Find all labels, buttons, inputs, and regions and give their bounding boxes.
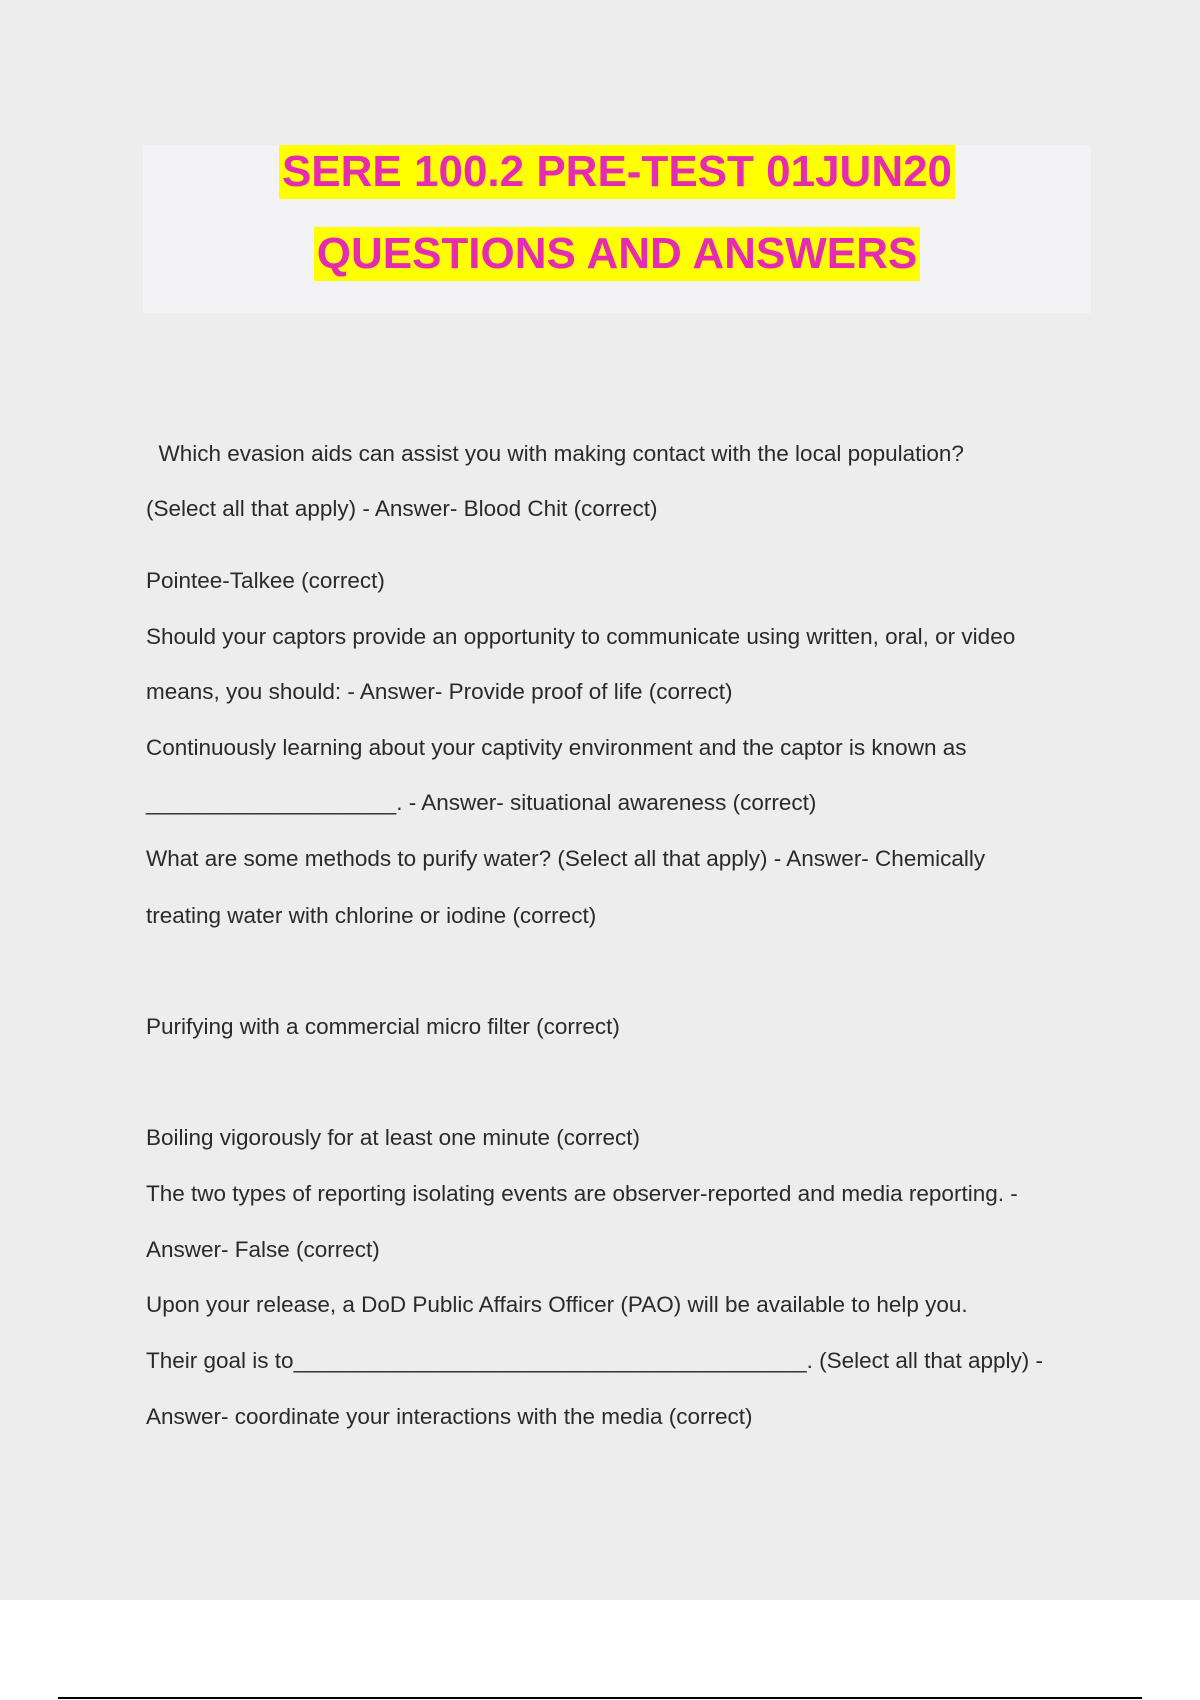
text-line: Answer- False (correct) — [146, 1237, 380, 1262]
text-line: Boiling vigorously for at least one minute (correct) — [146, 1125, 640, 1150]
text-line: Their goal is to_________________________________________. (Select all that apply) - — [146, 1348, 1043, 1373]
text-line: Purifying with a commercial micro filter (correct) — [146, 1014, 620, 1039]
text-line: Upon your release, a DoD Public Affairs Officer (PAO) will be available to help you. — [146, 1292, 968, 1317]
text-line: means, you should: - Answer- Provide proof of life (correct) — [146, 679, 733, 704]
text-line: Continuously learning about your captivity environment and the captor is known as — [146, 735, 967, 760]
text-line: (Select all that apply) - Answer- Blood Chit (correct) — [146, 496, 658, 521]
text-line: Answer- coordinate your interactions with the media (correct) — [146, 1404, 753, 1429]
document-title-part-2: QUESTIONS AND ANSWERS — [314, 227, 921, 281]
text-line: ____________________. - Answer- situational awareness (correct) — [146, 790, 817, 815]
title-block — [143, 145, 1091, 313]
text-line: The two types of reporting isolating events are observer-reported and media reporting. - — [146, 1181, 1018, 1206]
text-line: Pointee-Talkee (correct) — [146, 568, 385, 593]
text-line: Should your captors provide an opportunity to communicate using written, oral, or video — [146, 624, 1016, 649]
title-line-2 — [143, 227, 1091, 281]
document-title-part-1: SERE 100.2 PRE-TEST 01JUN20 — [279, 145, 955, 199]
text-line: treating water with chlorine or iodine (correct) — [146, 903, 597, 928]
title-line-1 — [143, 145, 1091, 199]
text-line: What are some methods to purify water? (Select all that apply) - Answer- Chemically — [146, 846, 986, 871]
text-line: Which evasion aids can assist you with making contact with the local population? — [146, 441, 964, 466]
footer-divider — [58, 1697, 1142, 1699]
